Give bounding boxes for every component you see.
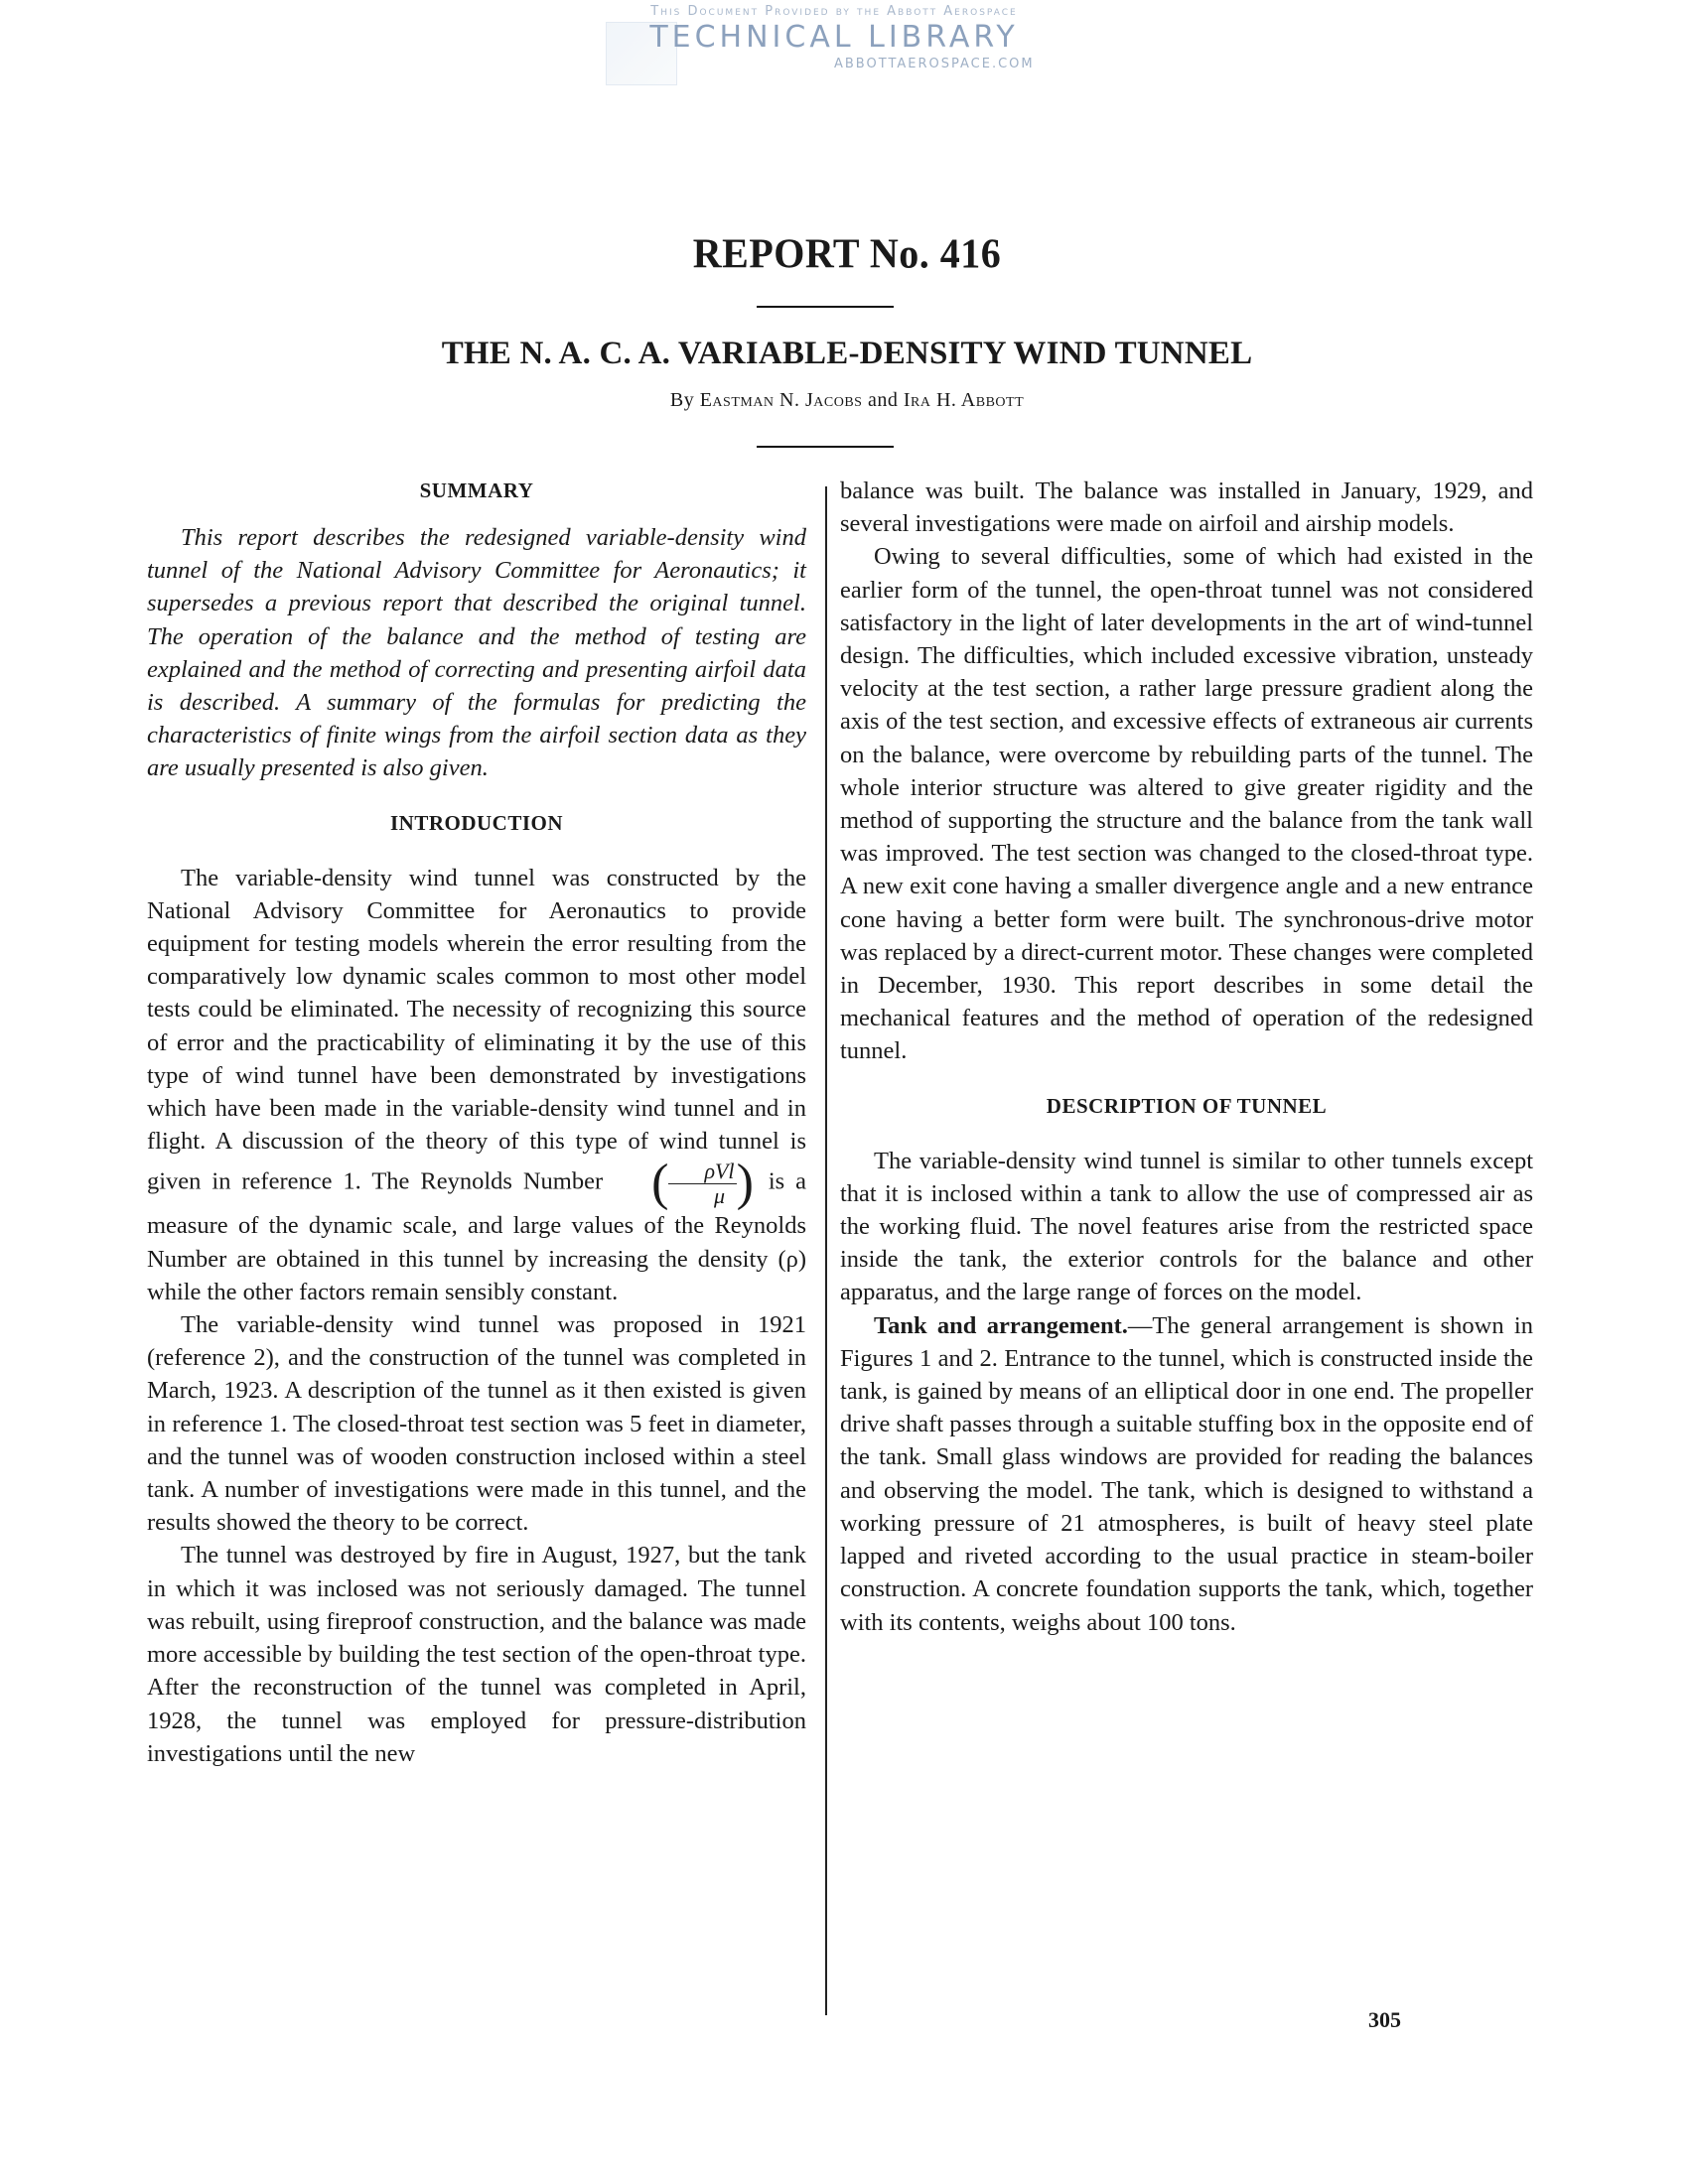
intro-paragraph-3-continued: balance was built. The balance was installed in January, 1929, and several investigations were made on airfoil and airship models. — [840, 478, 1533, 538]
intro-p1-text-b: is a measure of the dynamic scale, and large values of the Reynolds Number are obtained in this tunnel by increasing the density (ρ) while the other factors remain sensibly constant. — [147, 1168, 807, 1305]
formula-numerator: ρVl — [668, 1160, 736, 1184]
description-p2-text: —The general arrangement is shown in Figures 1 and 2. Entrance to the tunnel, which is constructed inside the tank, is gained by means of an elliptical door in one end. The propeller drive shaft passes through a suitable stuffing box in the opposite end of the tank. Small glass windows are provided for reading the balances and observing the model. The tank, which is designed to withstand a working pressure of 21 atmospheres, is built of heavy steel plate lapped and riveted according to the usual practice in steam-boiler construction. A concrete foundation supports the tank, which, together with its contents, weighs about 100 tons. — [840, 1311, 1533, 1636]
intro-paragraph-4: Owing to several difficulties, some of which had existed in the earlier form of the tunnel, the open-throat tunnel was not considered satisfactory in the light of later developments in the art of wind-tunnel design. The difficulties, which included excessive vibration, unsteady velocity at the test section, a rather large pressure gradient along the axis of the test section, and excessive effects of extraneous air currents on the balance, were overcome by rebuilding parts of the tunnel. The whole interior structure was altered to give greater rigidity and the method of supporting the structure and the balance from the tank wall was improved. The test section was changed to the closed-throat type. A new exit cone having a smaller divergence angle and a new entrance cone having a better form were built. The synchronous-drive motor was replaced by a direct-current motor. These changes were completed in December, 1930. This report describes in some detail the mechanical features and the method of operation of the redesigned tunnel. — [840, 543, 1533, 1065]
watermark-library-text: TECHNICAL LIBRARY — [649, 20, 1019, 55]
intro-paragraph-1 — [147, 862, 806, 1308]
introduction-heading: INTRODUCTION — [389, 810, 564, 835]
author-2: Ira H. Abbott — [903, 389, 1025, 411]
tank-arrangement-runin: Tank and arrangement. — [874, 1311, 1128, 1339]
intro-paragraph-3: The tunnel was destroyed by fire in August, 1927, but the tank in which it was inclosed was not seriously damaged. The tunnel was rebuilt, using fireproof construction, and the balance was made more accessible by building the test section of the open-throat type. After the reconstruction of the tunnel was completed in April, 1928, the tunnel was employed for pressure-distribution investigations until the new — [147, 1542, 806, 1767]
right-column — [840, 475, 1533, 1639]
byline-prefix: By — [669, 389, 695, 411]
intro-paragraph-2: The variable-density wind tunnel was proposed in 1921 (reference 2), and the construction of the tunnel was completed in March, 1923. A description of the tunnel as it then existed is given in reference 1. The closed-throat test section was 5 feet in diameter, and the tunnel was of wooden construction inclosed within a steel tank. A number of investigations were made in this tunnel, and the results showed the theory to be correct. — [147, 1311, 806, 1537]
watermark-provider-text: This Document Provided by the Abbott Aerospace — [650, 4, 1018, 19]
report-number: REPORT No. 416 — [692, 229, 1002, 278]
description-paragraph-1: The variable-density wind tunnel is similar to other tunnels except that it is inclosed within a tank to allow the use of compressed air as the working fluid. The novel features arise from the restricted space inside the tank, the exterior controls for the balance and other apparatus, and the large range of forces on the model. — [840, 1147, 1533, 1306]
author-1: Eastman N. Jacobs — [699, 389, 863, 411]
description-paragraph-2 — [840, 1309, 1533, 1639]
title-rule-bottom — [757, 446, 894, 448]
byline — [0, 389, 1694, 412]
summary-heading: SUMMARY — [419, 478, 534, 502]
watermark-website-text: ABBOTTAEROSPACE.COM — [834, 57, 1035, 71]
page-title: THE N. A. C. A. VARIABLE-DENSITY WIND TUNNEL — [441, 336, 1253, 371]
summary-paragraph: This report describes the redesigned variable-density wind tunnel of the National Advisory Committee for Aeronautics; it supersedes a previous report that described the original tunnel. The operation of the balance and the method of testing are explained and the method of correcting and presenting airfoil data is described. A summary of the formulas for predicting the characteristics of finite wings from the airfoil section data as they are usually presented is also given. — [147, 524, 806, 782]
reynolds-number-formula: ( $\frac{\text{ρVl}}{\mu}$ ) — [651, 1155, 754, 1212]
title-rule-top — [757, 306, 894, 308]
left-column — [147, 475, 806, 1770]
formula-denominator: μ — [713, 1182, 726, 1208]
column-divider — [825, 486, 827, 2015]
description-heading: DESCRIPTION OF TUNNEL — [1046, 1093, 1328, 1118]
byline-and: and — [867, 389, 899, 411]
intro-p1-text-a: The variable-density wind tunnel was constructed by the National Advisory Committee for Aeronautics to provide equipment for testing models wherein the error resulting from the comparatively low dynamic scales common to most other model tests could be eliminated. The necessity of recognizing this source of error and the practicability of eliminating it by the use of this type of wind tunnel have been demonstrated by investigations which have been made in the variable-density wind tunnel and in flight. A discussion of the theory of this type of wind tunnel is given in reference 1. The Reynolds Number — [147, 864, 806, 1196]
watermark-logo — [596, 4, 1072, 73]
page-number: 305 — [1368, 2007, 1401, 2032]
